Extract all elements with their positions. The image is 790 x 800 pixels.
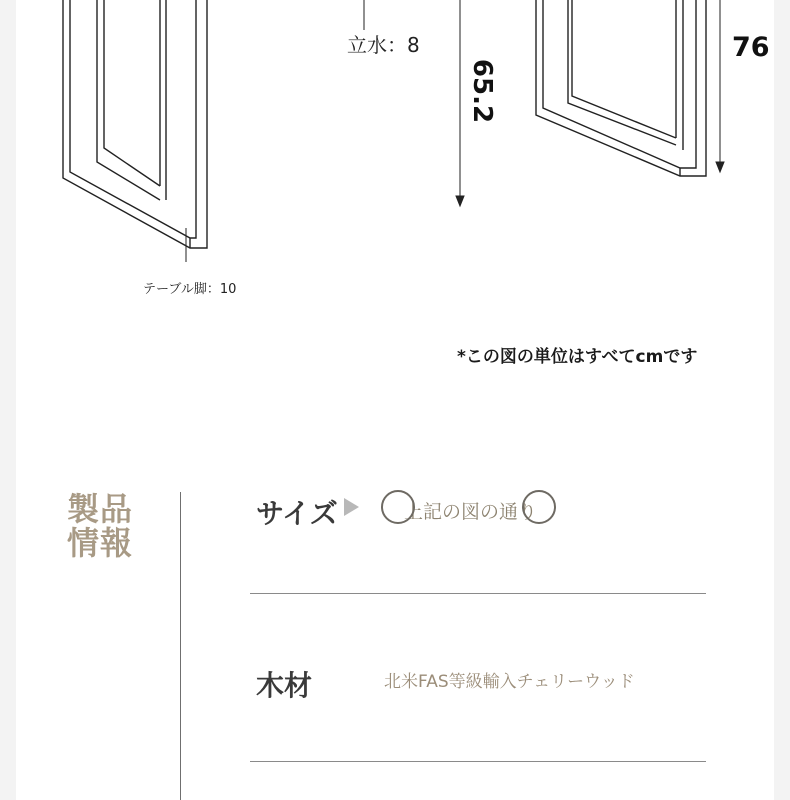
inner-height-value: 65.2 <box>467 58 498 124</box>
rail-dimension-label: 立水：8 <box>347 33 420 57</box>
row-divider <box>250 761 706 762</box>
product-info-title: 製品情報 <box>67 490 134 562</box>
left-leg-frame <box>63 0 207 248</box>
section-vertical-divider <box>180 492 181 800</box>
wood-label: 木材 <box>256 669 313 702</box>
wood-value: 北米FAS等級輸入チェリーウッド <box>384 672 635 692</box>
play-arrow-icon <box>344 498 359 516</box>
right-leg-frame <box>536 0 706 176</box>
total-height-dimension <box>716 0 724 172</box>
size-label: サイズ <box>256 497 338 530</box>
unit-note: *この図の単位はすべてcmです <box>457 347 698 367</box>
ring-left-icon <box>381 490 415 524</box>
inner-height-dimension <box>456 0 464 206</box>
leg-dimension-label: テーブル脚：10 <box>143 282 237 297</box>
row-divider <box>250 593 706 594</box>
size-value: 上記の図の通り <box>404 501 538 523</box>
ring-right-icon <box>522 490 556 524</box>
total-height-value: 76 <box>732 32 770 63</box>
